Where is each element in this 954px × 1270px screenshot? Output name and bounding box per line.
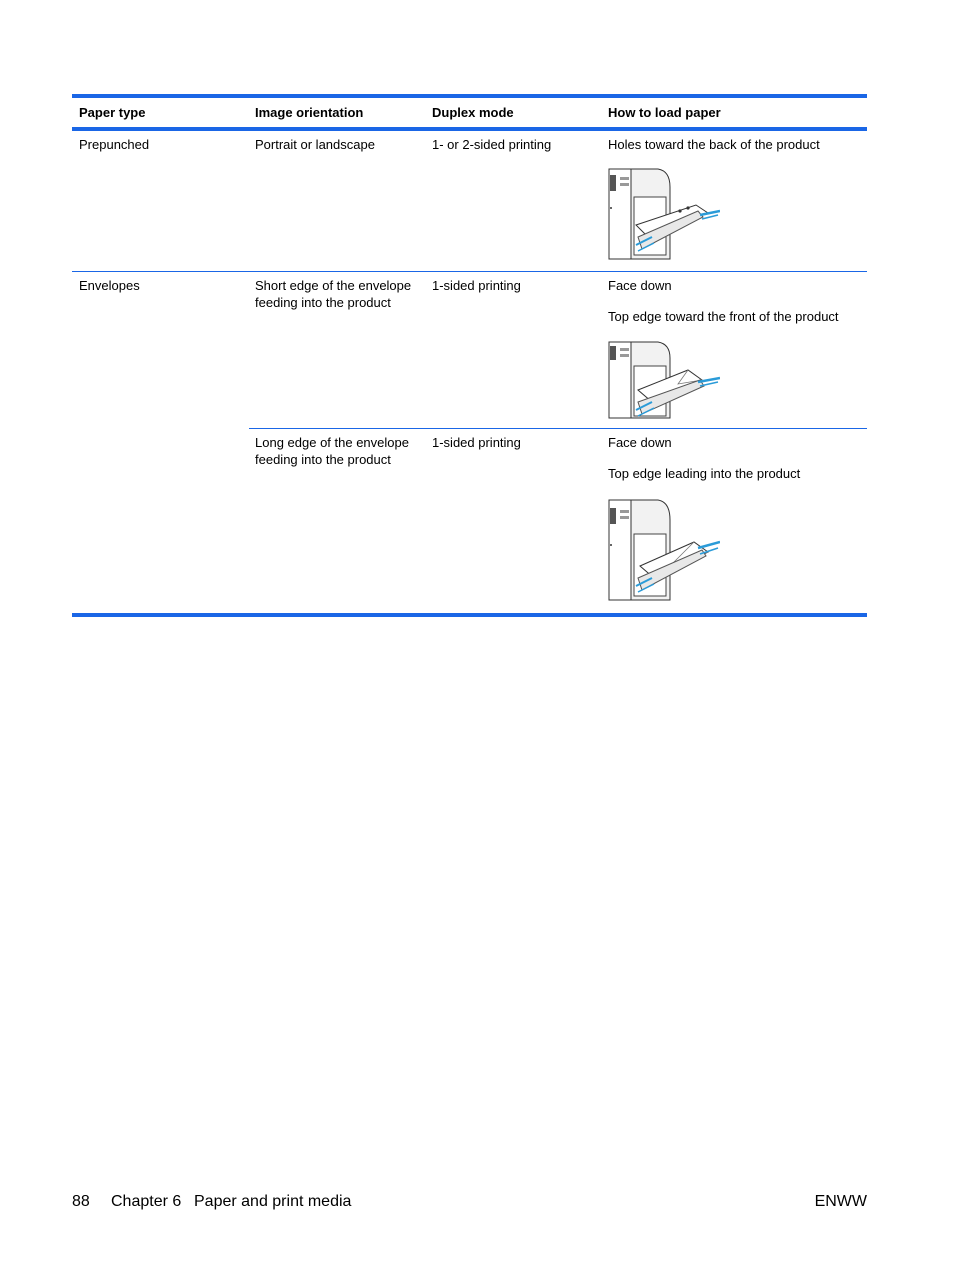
header-paper-type: Paper type bbox=[79, 105, 146, 120]
cell-load-instruction: Face down bbox=[608, 278, 672, 293]
printer-envelope-illustration bbox=[608, 340, 720, 420]
cell-duplex: 1-sided printing bbox=[432, 278, 521, 293]
row-divider bbox=[249, 428, 867, 429]
cell-load-instruction: Holes toward the back of the product bbox=[608, 137, 820, 152]
footer-page-number: 88 bbox=[72, 1193, 90, 1210]
header-duplex-mode: Duplex mode bbox=[432, 105, 514, 120]
row-divider bbox=[72, 271, 867, 272]
printer-tray-illustration bbox=[608, 167, 720, 261]
header-image-orientation: Image orientation bbox=[255, 105, 364, 120]
header-separator bbox=[601, 98, 602, 127]
cell-duplex: 1-sided printing bbox=[432, 435, 521, 450]
cell-paper-type: Envelopes bbox=[79, 278, 140, 293]
footer-chapter: Chapter 6 bbox=[111, 1193, 182, 1210]
cell-duplex: 1- or 2-sided printing bbox=[432, 137, 552, 152]
cell-orientation: Long edge of the envelope feeding into the product bbox=[255, 435, 409, 467]
cell-paper-type: Prepunched bbox=[79, 137, 150, 152]
cell-orientation: Portrait or landscape bbox=[255, 137, 375, 152]
table-header-rule bbox=[72, 127, 867, 131]
table-bottom-rule bbox=[72, 613, 867, 617]
cell-orientation: Short edge of the envelope feeding into the product bbox=[255, 278, 412, 310]
cell-load-instruction: Face down bbox=[608, 435, 672, 450]
header-separator bbox=[425, 98, 426, 127]
footer-chapter-title: Paper and print media bbox=[194, 1193, 352, 1210]
footer-locale-code: ENWW bbox=[814, 1193, 867, 1210]
table-top-rule bbox=[72, 94, 867, 98]
header-separator bbox=[248, 98, 249, 127]
header-how-to-load: How to load paper bbox=[608, 105, 721, 120]
printer-envelope-long-edge-illustration bbox=[608, 498, 720, 604]
cell-load-instruction: Top edge toward the front of the product bbox=[608, 309, 839, 324]
cell-load-instruction: Top edge leading into the product bbox=[608, 466, 801, 481]
